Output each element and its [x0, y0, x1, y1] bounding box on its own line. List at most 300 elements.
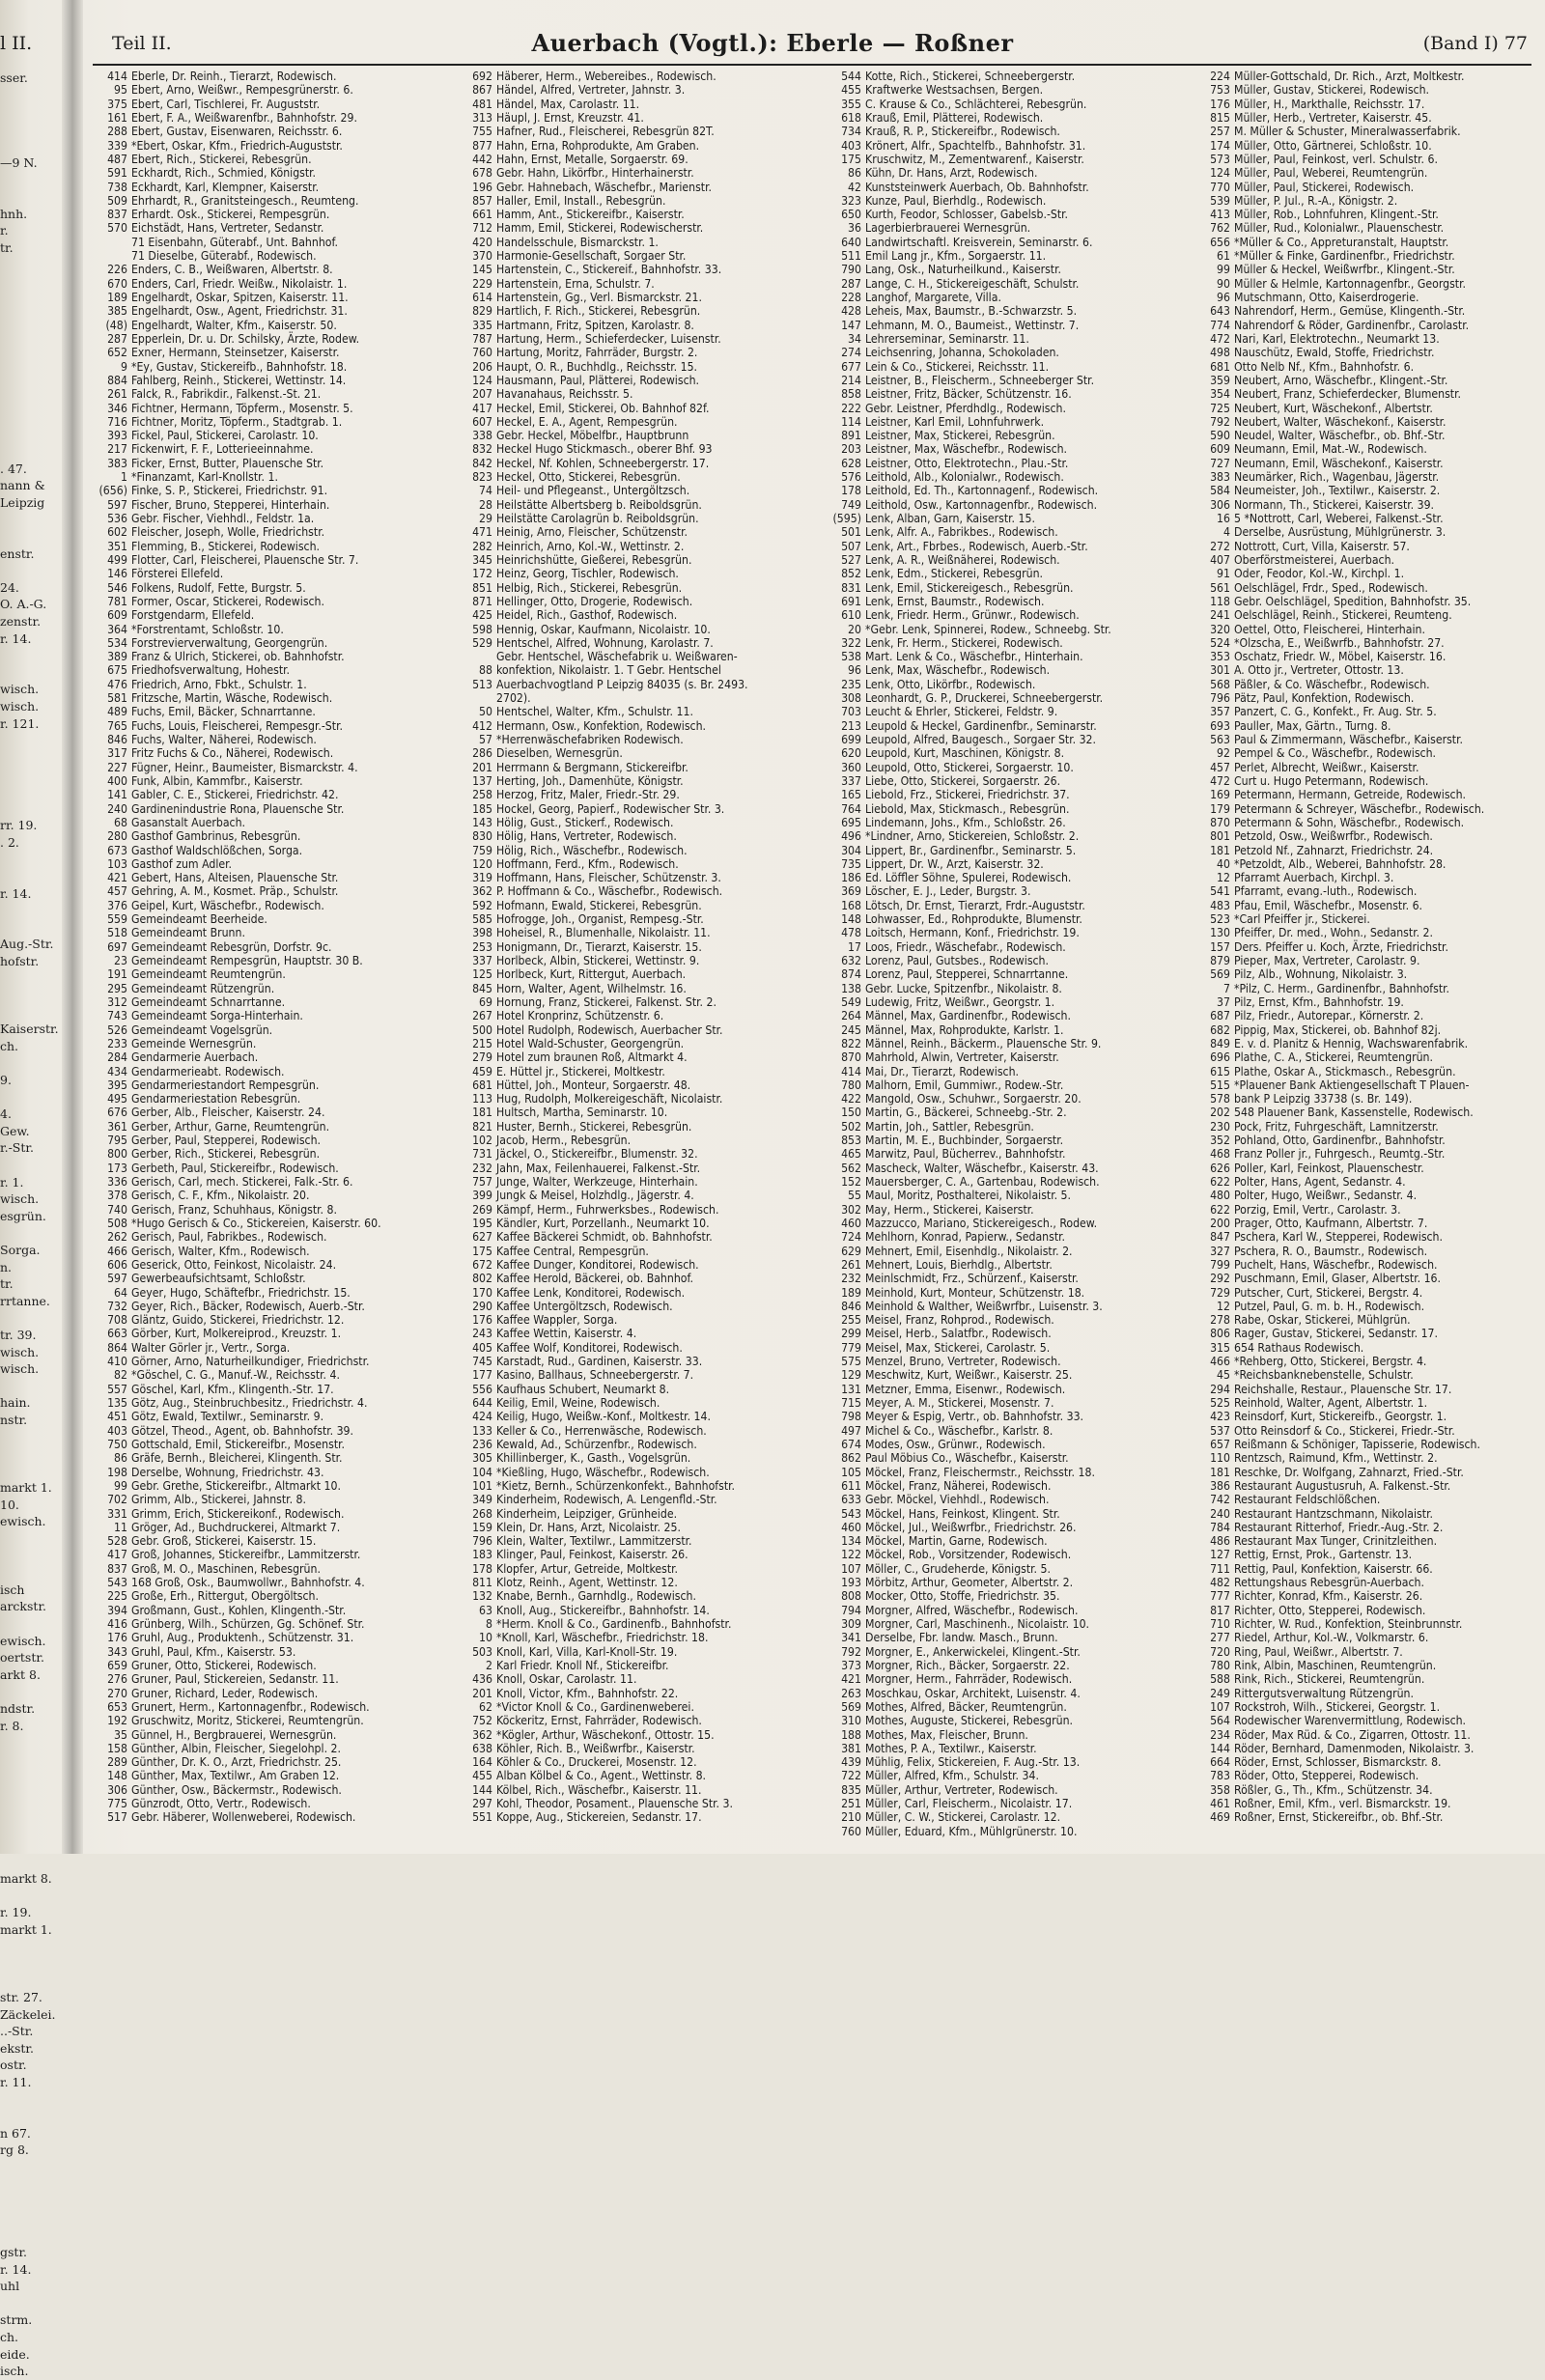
- phone-number: 245: [841, 1022, 861, 1037]
- prev-page-line: [0, 2226, 64, 2244]
- prev-page-line: rrtanne.: [0, 1293, 50, 1308]
- directory-entry: [827, 1230, 1195, 1244]
- phone-number: 101: [472, 1478, 492, 1493]
- entry-text: Forstrevierverwaltung, Georgengrün.: [131, 635, 328, 650]
- entry-text: Götz, Aug., Steinbruchbesitz., Friedrichstr. 4.: [131, 1396, 368, 1410]
- entry-text: Restaurant Augustusruh, A. Falkenst.-Str.: [1234, 1478, 1451, 1493]
- entry-text: Leupold, Otto, Stickerei, Sorgaerstr. 10.: [865, 760, 1074, 774]
- directory-entry: [827, 623, 1195, 636]
- entry-text: Harmonie-Gesellschaft, Sorgaer Str.: [496, 249, 687, 264]
- previous-page-fragment: [0, 70, 64, 2379]
- directory-entry: [458, 166, 827, 180]
- phone-number: 294: [1210, 1382, 1230, 1396]
- entry-text: Gemeindeamt Sorga-Hinterhain.: [131, 1009, 303, 1023]
- prev-page-line: [0, 1615, 64, 1633]
- phone-number: 124: [472, 373, 492, 387]
- phone-number: 837: [107, 1561, 127, 1576]
- directory-entry: [93, 1589, 456, 1603]
- entry-text: Erhardt. Osk., Stickerei, Rempesgrün.: [131, 208, 330, 222]
- entry-text: Paul Möbius Co., Wäschefbr., Kaiserstr.: [865, 1451, 1069, 1466]
- phone-number: 597: [107, 497, 127, 512]
- entry-text: Günther, Osw., Bäckermstr., Rodewisch.: [131, 1782, 342, 1797]
- phone-number: 381: [841, 1741, 861, 1755]
- entry-text: Liebold, Frz., Stickerei, Friedrichstr. 37.: [865, 788, 1070, 802]
- directory-entry: [827, 1521, 1195, 1534]
- entry-text: 71 Dieselbe, Güterabf., Rodewisch.: [131, 249, 317, 264]
- entry-text: *Kießling, Hugo, Wäschefbr., Rodewisch.: [496, 1465, 710, 1479]
- directory-entry: [93, 1286, 456, 1300]
- directory-entry: [1195, 1507, 1537, 1521]
- phone-number: 562: [841, 1161, 861, 1175]
- phone-number: 628: [841, 456, 861, 470]
- phone-number: 378: [107, 1189, 127, 1203]
- entry-text: Gendarmerie Auerbach.: [131, 1050, 259, 1065]
- entry-text: Moschkau, Oskar, Architekt, Luisenstr. 4.: [865, 1686, 1081, 1700]
- entry-text: Händel, Max, Carolastr. 11.: [496, 97, 640, 111]
- prev-page-line: [0, 1955, 64, 1973]
- entry-text: Hafner, Rud., Fleischerei, Rebesgrün 82T.: [496, 125, 715, 139]
- phone-number: 399: [472, 1189, 492, 1203]
- directory-entry: [458, 636, 827, 650]
- phone-number: 696: [1210, 1050, 1230, 1065]
- entry-text: Häupl, J. Ernst, Kreuzstr. 41.: [496, 110, 644, 125]
- entry-text: Mai, Dr., Tierarzt, Rodewisch.: [865, 1064, 1019, 1078]
- directory-entry: [93, 650, 456, 663]
- phone-number: 609: [107, 608, 127, 623]
- directory-entry: [1195, 733, 1537, 746]
- phone-number: 466: [1210, 1355, 1230, 1369]
- prev-page-line: rg 8.: [0, 2142, 29, 2158]
- phone-number: 527: [841, 552, 861, 567]
- entry-text: Mazzucco, Mariano, Stickereigesch., Rodew.: [865, 1216, 1098, 1230]
- entry-text: Eichstädt, Hans, Vertreter, Sedanstr.: [131, 221, 324, 236]
- directory-entry: [93, 1023, 456, 1037]
- entry-text: Försterei Ellefeld.: [131, 567, 224, 581]
- entry-text: Möckel, Hans, Feinkost, Klingent. Str.: [865, 1506, 1060, 1521]
- phone-number: 806: [1210, 1327, 1230, 1341]
- directory-entry: [1195, 774, 1537, 788]
- phone-number: 289: [107, 1755, 127, 1770]
- entry-text: Gruschwitz, Moritz, Stickerei, Reumtengrün.: [131, 1714, 364, 1728]
- entry-text: 2702).: [496, 691, 531, 706]
- phone-number: 175: [472, 1244, 492, 1258]
- directory-entry: [458, 553, 827, 567]
- phone-number: 609: [1210, 442, 1230, 457]
- directory-entry: [93, 1078, 456, 1092]
- phone-number: 355: [841, 97, 861, 111]
- directory-entry: [1195, 1589, 1537, 1603]
- phone-number: 526: [107, 1022, 127, 1037]
- entry-text: Porzig, Emil, Vertr., Carolastr. 3.: [1234, 1202, 1401, 1217]
- entry-text: Lenk, Ernst, Baumstr., Rodewisch.: [865, 594, 1045, 608]
- directory-entry: [827, 940, 1195, 954]
- prev-page-line: ch.: [0, 1038, 19, 1053]
- directory-entry: [827, 608, 1195, 622]
- phone-number: 693: [1210, 718, 1230, 733]
- phone-number: 774: [1210, 318, 1230, 332]
- entry-text: 5 *Nottrott, Carl, Weberei, Falkenst.-Str.: [1234, 512, 1444, 525]
- phone-number: (595): [832, 512, 861, 525]
- phone-number: 740: [107, 1202, 127, 1217]
- phone-number: 891: [841, 429, 861, 443]
- phone-number: 722: [841, 1769, 861, 1783]
- prev-page-line: [0, 1836, 64, 1854]
- directory-entry: [93, 346, 456, 359]
- entry-text: Neumärker, Rich., Wagenbau, Jägerstr.: [1234, 470, 1440, 485]
- directory-entry: [1195, 208, 1537, 221]
- entry-text: Meisel, Franz, Rohprod., Rodewisch.: [865, 1313, 1054, 1328]
- entry-text: Herting, Joh., Damenhüte, Königstr.: [496, 773, 684, 788]
- phone-number: 364: [107, 622, 127, 636]
- entry-text: Franz & Ulrich, Stickerei, ob. Bahnhofstr.: [131, 650, 345, 664]
- phone-number: 287: [107, 331, 127, 346]
- phone-number: 96: [848, 663, 861, 678]
- directory-entry: [827, 346, 1195, 359]
- entry-text: Gerbeth, Paul, Stickereifbr., Rodewisch.: [131, 1161, 339, 1175]
- entry-text: Müller, Gustav, Stickerei, Rodewisch.: [1234, 83, 1430, 98]
- entry-text: Oettel, Otto, Fleischerei, Hinterhain.: [1234, 622, 1425, 636]
- phone-number: 403: [841, 138, 861, 153]
- prev-page-line: [0, 2091, 64, 2109]
- directory-entry: [458, 125, 827, 138]
- entry-text: Köhler & Co., Druckerei, Mosenstr. 12.: [496, 1755, 697, 1770]
- entry-text: Richter, W. Rud., Konfektion, Steinbrunnstr.: [1234, 1617, 1463, 1631]
- entry-text: Morgner, Alfred, Wäschefbr., Rodewisch.: [865, 1603, 1079, 1617]
- directory-entry: [458, 208, 827, 221]
- phone-number: 189: [841, 1285, 861, 1300]
- directory-entry: [1195, 525, 1537, 539]
- entry-text: Martin, G., Bäckerei, Schneebg.-Str. 2.: [865, 1106, 1067, 1120]
- directory-entry: [1195, 83, 1537, 97]
- directory-entry: [93, 982, 456, 995]
- entry-text: Gemeindeamt Vogelsgrün.: [131, 1022, 273, 1037]
- entry-text: *Ebert, Oskar, Kfm., Friedrich-Auguststr.: [131, 138, 343, 153]
- directory-entry: [1195, 291, 1537, 304]
- entry-text: Gasthof zum Adler.: [131, 856, 232, 871]
- entry-text: *Müller & Co., Appreturanstalt, Hauptstr.: [1234, 235, 1449, 249]
- directory-entry: [458, 236, 827, 249]
- entry-text: *Pilz, C. Herm., Gardinenfbr., Bahnhofstr.: [1234, 981, 1450, 995]
- directory-entry: [458, 1797, 827, 1810]
- phone-number: 225: [107, 1589, 127, 1604]
- directory-entry: [1195, 1050, 1537, 1064]
- phone-number: 351: [107, 539, 127, 553]
- entry-text: Fuchs, Emil, Bäcker, Schnarrtanne.: [131, 705, 316, 719]
- phone-number: 884: [107, 373, 127, 387]
- phone-number: 829: [472, 304, 492, 319]
- directory-entry: [1195, 912, 1537, 926]
- entry-text: Hultsch, Martha, Seminarstr. 10.: [496, 1106, 668, 1120]
- entry-text: Röder, Otto, Stepperei, Rodewisch.: [1234, 1769, 1419, 1783]
- phone-number: 200: [1210, 1216, 1230, 1230]
- prev-page-line: markt 1.: [0, 1921, 52, 1937]
- phone-number: 853: [841, 1134, 861, 1148]
- directory-entry: [1195, 1562, 1537, 1576]
- directory-entry: [1195, 1037, 1537, 1050]
- directory-entry: [1195, 1424, 1537, 1438]
- phone-number: 323: [841, 193, 861, 208]
- entry-text: Neumann, Emil, Wäschekonf., Kaiserstr.: [1234, 456, 1444, 470]
- phone-number: 509: [107, 193, 127, 208]
- entry-text: Pfarramt, evang.-luth., Rodewisch.: [1234, 884, 1418, 899]
- phone-number: 124: [1210, 166, 1230, 181]
- entry-text: Lenk, Alban, Garn, Kaiserstr. 15.: [865, 512, 1035, 525]
- entry-text: Hornung, Franz, Stickerei, Falkenst. Str. 2.: [496, 994, 716, 1009]
- directory-entry: [93, 761, 456, 774]
- phone-number: 7: [1223, 981, 1230, 995]
- directory-entry: [458, 1700, 827, 1714]
- phone-number: 90: [1217, 276, 1230, 291]
- prev-page-line: [0, 172, 64, 189]
- entry-text: Hofmann, Ewald, Stickerei, Rebesgrün.: [496, 898, 702, 912]
- phone-number: 86: [114, 1451, 127, 1466]
- phone-number: 92: [1217, 746, 1230, 761]
- entry-text: Fischer, Bruno, Stepperei, Hinterhain.: [131, 497, 330, 512]
- phone-number: 306: [107, 1782, 127, 1797]
- entry-text: Oschatz, Friedr. W., Möbel, Kaiserstr. 16.: [1234, 650, 1447, 664]
- phone-number: 375: [107, 97, 127, 111]
- entry-text: Derselbe, Fbr. landw. Masch., Brunn.: [865, 1631, 1058, 1645]
- entry-text: Malhorn, Emil, Gummiwr., Rodew.-Str.: [865, 1078, 1064, 1092]
- entry-text: Gehring, A. M., Kosmet. Präp., Schulstr.: [131, 884, 339, 899]
- phone-number: 86: [848, 166, 861, 181]
- entry-text: Knabe, Bernh., Garnhdlg., Rodewisch.: [496, 1589, 696, 1604]
- directory-entry: [93, 525, 456, 539]
- phone-number: 770: [1210, 180, 1230, 194]
- entry-text: *Göschel, C. G., Manuf.-W., Reichsstr. 4.: [131, 1368, 340, 1383]
- entry-text: *Kietz, Bernh., Schürzenkonfekt., Bahnhofstr.: [496, 1478, 736, 1493]
- directory-entry: [93, 636, 456, 650]
- phone-number: 518: [107, 926, 127, 940]
- phone-number: 251: [841, 1797, 861, 1811]
- directory-entry: [93, 1368, 456, 1382]
- phone-number: 383: [1210, 470, 1230, 485]
- phone-number: 169: [1210, 788, 1230, 802]
- directory-entry: [827, 1162, 1195, 1175]
- entry-text: Meinhold & Walther, Weißwrfbr., Luisenstr. 3.: [865, 1299, 1103, 1313]
- entry-text: Mothes, P. A., Textilwr., Kaiserstr.: [865, 1741, 1037, 1755]
- entry-text: Paul & Zimmermann, Wäschefbr., Kaiserstr.: [1234, 733, 1463, 746]
- entry-text: Fichtner, Hermann, Töpferm., Mosenstr. 5.: [131, 401, 353, 415]
- entry-text: Fügner, Heinr., Baumeister, Bismarckstr. 4.: [131, 760, 358, 774]
- directory-entry: [458, 1396, 827, 1410]
- phone-number: 8: [486, 1617, 492, 1631]
- directory-entry: [1195, 678, 1537, 691]
- phone-number: 765: [107, 718, 127, 733]
- entry-text: Gebr. Grethe, Stickereifbr., Altmarkt 10.: [131, 1478, 341, 1493]
- prev-page-line: [0, 342, 64, 359]
- phone-number: 695: [841, 815, 861, 829]
- phone-number: 284: [107, 1050, 127, 1065]
- directory-entry: [458, 1147, 827, 1161]
- entry-text: Müller, Otto, Gärtnerei, Schloßstr. 10.: [1234, 138, 1432, 153]
- phone-number: 715: [841, 1396, 861, 1410]
- directory-entry: [458, 1383, 827, 1396]
- entry-text: Kaffee Wettin, Kaiserstr. 4.: [496, 1327, 637, 1341]
- phone-number: 557: [107, 1382, 127, 1396]
- directory-entry: [458, 1092, 827, 1106]
- phone-number: 808: [841, 1589, 861, 1604]
- phone-number: 125: [472, 967, 492, 982]
- directory-entry: [93, 181, 456, 194]
- directory-entry: [1195, 1368, 1537, 1382]
- directory-entry: [93, 829, 456, 843]
- entry-text: Putzel, Paul, G. m. b. H., Rodewisch.: [1234, 1299, 1425, 1313]
- entry-text: Liebold, Max, Stickmasch., Rebesgrün.: [865, 801, 1070, 816]
- directory-entry: [458, 1120, 827, 1134]
- directory-entry: [1195, 844, 1537, 857]
- phone-number: 556: [472, 1382, 492, 1396]
- directory-entry: [93, 1203, 456, 1217]
- directory-entry: [1195, 967, 1537, 981]
- phone-number: 263: [841, 1686, 861, 1700]
- entry-text: Petermann & Schreyer, Wäschefbr., Rodewisch.: [1234, 801, 1485, 816]
- entry-text: Günther, Max, Textilwr., Am Graben 12.: [131, 1769, 340, 1783]
- prev-page-line: wisch.: [0, 698, 40, 714]
- phone-number: 752: [472, 1714, 492, 1728]
- entry-text: Prager, Otto, Kaufmann, Albertstr. 7.: [1234, 1216, 1428, 1230]
- phone-number: 681: [1210, 359, 1230, 374]
- directory-entry: [827, 1825, 1195, 1838]
- entry-text: Meinhold, Kurt, Monteur, Schützenstr. 18.: [865, 1285, 1085, 1300]
- directory-entry: [827, 1576, 1195, 1589]
- phone-number: 312: [107, 994, 127, 1009]
- entry-text: Gläntz, Guido, Stickerei, Friedrichstr. 12.: [131, 1313, 345, 1328]
- directory-entry: [458, 1424, 827, 1438]
- phone-number: 287: [841, 276, 861, 291]
- directory-entry: [458, 1507, 827, 1521]
- directory-entry: [827, 746, 1195, 760]
- directory-entry: [93, 402, 456, 415]
- directory-entry: [93, 236, 456, 249]
- phone-number: 811: [472, 1576, 492, 1590]
- directory-entry: [827, 1534, 1195, 1548]
- phone-number: 852: [841, 567, 861, 581]
- directory-entry: [458, 498, 827, 512]
- phone-number: 777: [1210, 1589, 1230, 1604]
- phone-number: 487: [107, 152, 127, 166]
- phone-number: 821: [472, 1119, 492, 1134]
- entry-text: Heidel, Rich., Gasthof, Rodewisch.: [496, 608, 678, 623]
- phone-number: 652: [107, 346, 127, 360]
- prev-page-line: markt 8.: [0, 1870, 52, 1886]
- phone-number: 91: [1217, 567, 1230, 581]
- directory-entry: [458, 1769, 827, 1782]
- phone-number: 576: [841, 470, 861, 485]
- prev-page-line: [0, 392, 64, 409]
- entry-text: Gebr. Möckel, Viehhdl., Rodewisch.: [865, 1493, 1050, 1507]
- directory-entry: [93, 429, 456, 442]
- directory-entry: [827, 1631, 1195, 1644]
- directory-entry: [458, 705, 827, 718]
- directory-entry: [93, 1341, 456, 1355]
- phone-number: 255: [841, 1313, 861, 1328]
- prev-page-line: 4.: [0, 1106, 12, 1122]
- phone-number: 570: [107, 221, 127, 236]
- phone-number: 502: [841, 1119, 861, 1134]
- directory-entry: [93, 153, 456, 166]
- directory-entry: [93, 291, 456, 304]
- directory-entry: [93, 1700, 456, 1714]
- directory-entry: [827, 415, 1195, 429]
- entry-text: Gräfe, Bernh., Bleicherei, Klingenth. Str.: [131, 1451, 343, 1466]
- phone-number: 63: [479, 1603, 492, 1617]
- prev-page-line: arkt 8.: [0, 1666, 41, 1682]
- entry-text: Hölig, Hans, Vertreter, Rodewisch.: [496, 829, 677, 844]
- directory-entry: [827, 1562, 1195, 1576]
- phone-number: 341: [841, 1631, 861, 1645]
- prev-page-line: [0, 1564, 64, 1582]
- prev-page-line: [0, 137, 64, 154]
- entry-text: A. Otto jr., Vertreter, Ottostr. 13.: [1234, 663, 1404, 678]
- directory-entry: [1195, 1300, 1537, 1313]
- phone-number: 339: [107, 138, 127, 153]
- entry-text: Puchelt, Hans, Wäschefbr., Rodewisch.: [1234, 1257, 1438, 1272]
- phone-number: 120: [472, 856, 492, 871]
- phone-number: 780: [841, 1078, 861, 1092]
- phone-number: 724: [841, 1230, 861, 1245]
- entry-text: Ebert, Carl, Tischlerei, Fr. Auguststr.: [131, 97, 321, 111]
- phone-number: 760: [472, 346, 492, 360]
- phone-number: 775: [107, 1797, 127, 1811]
- entry-text: Gruner, Paul, Stickereien, Sedanstr. 11.: [131, 1672, 339, 1687]
- directory-entry: [458, 319, 827, 332]
- directory-entry: [458, 567, 827, 580]
- directory-entry: [93, 595, 456, 608]
- phone-number: 606: [107, 1257, 127, 1272]
- directory-entry: [1195, 1521, 1537, 1534]
- phone-number: 107: [1210, 1699, 1230, 1714]
- phone-number: 460: [841, 1216, 861, 1230]
- phone-number: 304: [841, 843, 861, 857]
- directory-entry: [458, 1078, 827, 1092]
- directory-entry: [458, 1327, 827, 1340]
- phone-number: 712: [472, 221, 492, 236]
- entry-text: Rink, Rich., Stickerei, Reumtengrün.: [1234, 1672, 1425, 1687]
- directory-entry: [93, 1245, 456, 1258]
- phone-number: 500: [472, 1022, 492, 1037]
- directory-entry: [458, 912, 827, 926]
- phone-number: 137: [472, 773, 492, 788]
- phone-number: 626: [1210, 1161, 1230, 1175]
- directory-entry: [827, 1783, 1195, 1797]
- entry-text: Hüttel, Joh., Monteur, Sorgaerstr. 48.: [496, 1078, 691, 1092]
- phone-number: 299: [841, 1327, 861, 1341]
- entry-text: Fichtner, Moritz, Töpferm., Stadtgrab. 1.: [131, 414, 343, 429]
- phone-number: 800: [107, 1147, 127, 1162]
- entry-text: Herrmann & Bergmann, Stickereifbr.: [496, 760, 688, 774]
- directory-entry: [827, 484, 1195, 497]
- phone-number: 551: [472, 1810, 492, 1825]
- directory-entry: [1195, 166, 1537, 180]
- entry-text: Lagerbierbrauerei Wernesgrün.: [865, 221, 1031, 236]
- phone-number: 496: [841, 829, 861, 844]
- prev-page-line: enstr.: [0, 546, 35, 561]
- directory-entry: [93, 857, 456, 871]
- directory-entry: [1195, 1355, 1537, 1368]
- directory-entry: [93, 125, 456, 138]
- directory-entry: [1195, 623, 1537, 636]
- phone-number: 436: [472, 1672, 492, 1687]
- directory-entry: [827, 1065, 1195, 1078]
- phone-number: 264: [841, 1009, 861, 1023]
- phone-number: 546: [107, 580, 127, 595]
- entry-text: Keller & Co., Herrenwäsche, Rodewisch.: [496, 1423, 707, 1438]
- directory-entry: [1195, 1659, 1537, 1672]
- directory-entry: [458, 884, 827, 898]
- phone-number: 524: [1210, 635, 1230, 650]
- phone-number: 731: [472, 1147, 492, 1162]
